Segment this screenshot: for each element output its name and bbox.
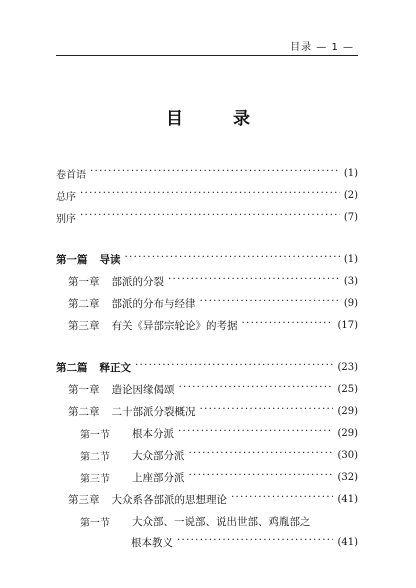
dot-leader [80,188,340,202]
toc-entry-number: 第一节 [80,429,110,441]
toc-entry-page: (30) [337,449,358,461]
toc-entry-number: 第二章 [68,297,100,310]
toc-entry-page: (17) [337,319,358,331]
toc-chapter [0,296,416,310]
toc-entry-number: 第三章 [68,319,100,332]
toc-entry-title: 导读 [99,253,121,266]
dot-leader [231,492,333,506]
toc-chapter [0,274,416,288]
toc-section [0,426,416,440]
toc-entry-page: (1) [343,167,358,179]
toc-entry-page: (1) [343,253,358,265]
toc-entry-page: (2) [343,189,358,201]
toc-entry-title: 大众系各部派的思想理论 [111,493,227,506]
toc-entry [0,210,416,224]
toc-entry-title: 部派的分裂 [111,275,164,288]
toc-entry-page: (9) [343,297,358,309]
dot-leader [168,274,340,288]
toc-entry-number: 第三章 [68,493,100,506]
toc-entry-page: (41) [337,536,358,548]
toc-entry-title: 卷首语 [56,169,86,181]
dot-leader [177,535,333,549]
toc-entry-page: (25) [337,383,358,395]
toc-entry-title: 总序 [56,191,76,203]
toc-entry-title: 二十部派分裂概况 [111,405,196,418]
toc-chapter [0,318,416,332]
dot-leader [200,296,340,310]
dot-leader [125,252,340,266]
toc-entry [0,166,416,180]
running-head: 目录 — 1 — [290,42,354,53]
toc-entry-number: 第一节 [80,517,110,529]
dot-leader [200,404,334,418]
toc-entry-number: 第一篇 [56,253,88,266]
toc-entry-number: 第二章 [68,405,100,418]
toc-entry-title: 根本分派 [132,427,174,440]
toc-entry-number: 第一章 [68,383,100,396]
toc-entry-page: (29) [337,405,358,417]
toc-entry-page: (41) [337,493,358,505]
toc-entry [0,188,416,202]
toc-entry-title: 有关《异部宗轮论》的考据 [111,319,238,332]
dot-leader [242,318,334,332]
toc-entry-title: 根本教义 [131,536,173,549]
toc-section [0,514,416,528]
dot-leader [178,426,333,440]
toc-entry-page: (3) [343,275,358,287]
dot-leader [189,448,334,462]
toc-entry-number: 第二篇 [56,361,88,374]
toc-entry-page: (32) [337,471,358,483]
toc-entry-title: 大众部分派 [132,449,185,462]
toc-part [0,360,416,374]
toc-section [0,448,416,462]
page-title: 目 录 [166,109,272,129]
toc-entry-title: 大众部、一说部、说出世部、鸡胤部之 [132,515,311,528]
dot-leader [179,382,334,396]
toc-entry-title: 释正文 [99,361,131,374]
dot-leader [135,360,333,374]
toc-part [0,252,416,266]
dot-leader [90,166,340,180]
toc-chapter [0,404,416,418]
toc-entry-page: (7) [343,211,358,223]
toc-entry-title: 上座部分派 [132,471,185,484]
dot-leader [80,210,340,224]
toc-entry-number: 第二节 [80,451,110,463]
header-rule [56,55,358,56]
toc-chapter [0,382,416,396]
toc-entry-page: (23) [337,361,358,373]
toc-section-continued [0,535,416,549]
toc-entry-number: 第三节 [80,473,110,485]
toc-entry-title: 部派的分布与经律 [111,297,196,310]
toc-entry-title: 造论因缘偈颂 [111,383,175,396]
toc-entry-number: 第一章 [68,275,100,288]
toc-section [0,470,416,484]
toc-entry-title: 别序 [56,213,76,225]
toc-entry-page: (29) [337,427,358,439]
dot-leader [189,470,334,484]
toc-chapter [0,492,416,506]
